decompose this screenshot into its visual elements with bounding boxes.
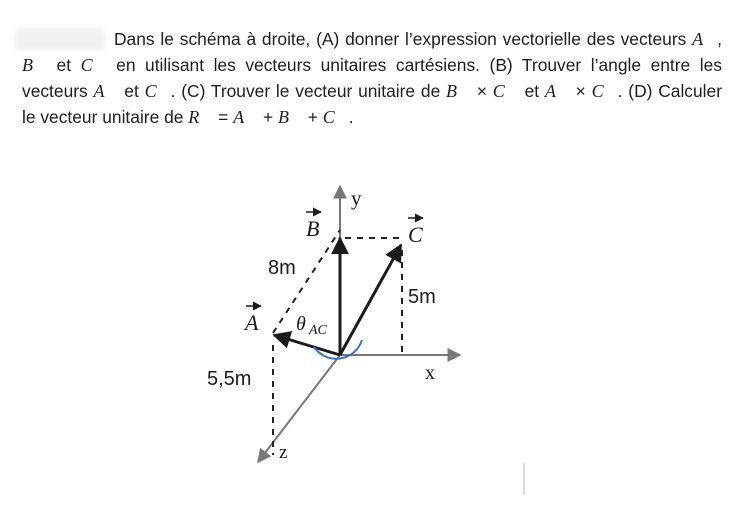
- axis-y-label: y: [351, 186, 362, 210]
- problem-paragraph: Dans le schéma à droite, (A) donner l’expression vectorielle des vecteurs A⃗, B⃗ et C⃗ en utilisant les vecteurs unitaires cartésiens. (B) Trouver l’angle entre les vecteurs A⃗ et C⃗. (C) Trouver le vecteur unitaire de B⃗ × C⃗ et A⃗ × C⃗. (D) Calculer le vecteur unitaire de R⃗ = A⃗ + B⃗ + C⃗.: [22, 29, 722, 127]
- svg-text:C: C: [408, 222, 423, 247]
- dim-8m: 8m: [268, 257, 296, 279]
- svg-text:θ: θ: [296, 313, 306, 335]
- dashed-8m: [273, 230, 340, 333]
- dim-5m: 5m: [408, 286, 436, 308]
- label-C: [408, 218, 423, 247]
- axis-x-label: x: [425, 362, 435, 384]
- vector-B: B⃗: [446, 81, 472, 101]
- vector-B: B⃗: [277, 107, 303, 127]
- vector-A: A⃗: [233, 107, 259, 127]
- svg-text:AC: AC: [309, 323, 327, 338]
- z-axis: [258, 355, 340, 462]
- vector-C: C⃗: [591, 81, 618, 101]
- svg-text:A: A: [245, 310, 259, 335]
- dim-5-5m: 5,5m: [207, 368, 252, 390]
- svg-text:B: B: [306, 216, 320, 241]
- label-B: [306, 212, 321, 241]
- vector-C: C⃗: [322, 107, 349, 127]
- vector-A: A⃗: [544, 81, 570, 101]
- label-A: [243, 306, 261, 335]
- vector-C: C⃗: [492, 81, 519, 101]
- vector-A: A⃗: [93, 81, 119, 101]
- vector-A: A⃗: [692, 29, 718, 49]
- vector-C-arrow: [340, 245, 401, 355]
- vector-B: B⃗: [22, 55, 47, 75]
- vector-C: C⃗: [144, 81, 171, 101]
- vector-R: R⃗: [188, 107, 214, 127]
- vector-A-arrow: [274, 335, 340, 355]
- vector-C: C⃗: [80, 55, 107, 75]
- theta-ac-label: [296, 313, 328, 338]
- axis-z-label: z: [279, 442, 288, 463]
